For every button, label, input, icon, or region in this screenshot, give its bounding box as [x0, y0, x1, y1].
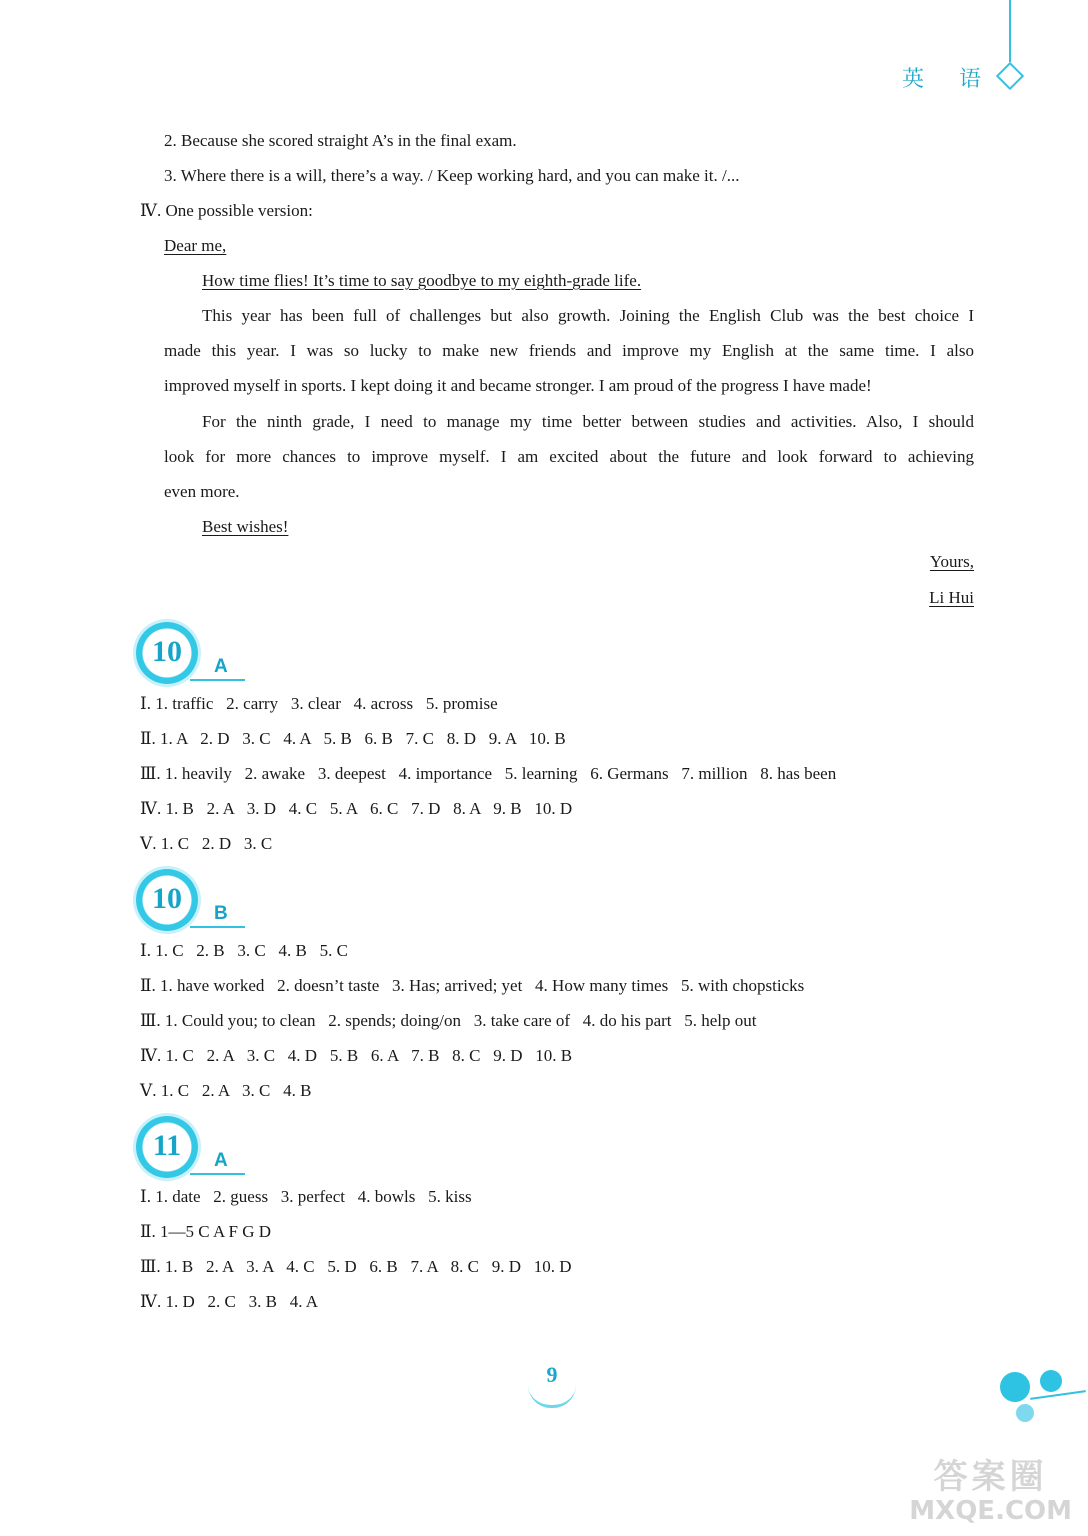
unit-number: 10: [152, 635, 182, 668]
watermark-logo: 答案圈: [933, 1457, 1048, 1497]
decor-dot-icon: [1040, 1370, 1062, 1392]
watermark-url: MXQE.COM: [909, 1496, 1072, 1526]
header-rule: [1009, 0, 1011, 62]
letter-text: made this year. I was so lucky to make new friends and improve my English at the same time. I also: [164, 341, 974, 360]
answer-line: Ⅱ. 1. have worked 2. doesn’t taste 3. Has; arrived; yet 4. How many times 5. with chopsticks: [140, 976, 805, 995]
unit-rule: [190, 1173, 245, 1175]
answer-line: Ⅲ. 1. B 2. A 3. A 4. C 5. D 6. B 7. A 8. C 9. D 10. D: [140, 1257, 572, 1276]
unit-badge: [136, 622, 198, 684]
subject-title: 英 语: [902, 67, 995, 92]
answer-line: Ⅲ. 1. Could you; to clean 2. spends; doing/on 3. take care of 4. do his part 5. help out: [140, 1011, 757, 1030]
answer-line: Ⅳ. One possible version:: [140, 201, 313, 220]
answer-line: Ⅰ. 1. C 2. B 3. C 4. B 5. C: [140, 941, 348, 960]
unit-number: 10: [152, 882, 182, 915]
answer-line: Ⅰ. 1. traffic 2. carry 3. clear 4. across 5. promise: [140, 694, 498, 713]
letter-text: even more.: [164, 482, 240, 501]
letter-signature: Li Hui: [929, 588, 974, 607]
answer-line: 3. Where there is a will, there’s a way. / Keep working hard, and you can make it. /...: [164, 166, 740, 185]
letter-text: For the ninth grade, I need to manage my time better between studies and activities. Also, I should: [202, 412, 974, 431]
answer-line: 2. Because she scored straight A’s in the final exam.: [164, 131, 517, 150]
letter-greeting: Dear me,: [164, 236, 227, 255]
answer-line: Ⅲ. 1. heavily 2. awake 3. deepest 4. importance 5. learning 6. Germans 7. million 8. has been: [140, 764, 837, 783]
page-number: 9: [546, 1362, 558, 1387]
answer-line: Ⅳ. 1. D 2. C 3. B 4. A: [140, 1292, 319, 1311]
answer-line: Ⅴ. 1. C 2. D 3. C: [140, 834, 273, 853]
decor-dot-icon: [1000, 1372, 1030, 1402]
answer-line: Ⅱ. 1. A 2. D 3. C 4. A 5. B 6. B 7. C 8. D 9. A 10. B: [140, 729, 566, 748]
answer-line: Ⅴ. 1. C 2. A 3. C 4. B: [140, 1081, 312, 1100]
unit-part-label: A: [214, 1150, 228, 1171]
letter-text: improved myself in sports. I kept doing it and became stronger. I am proud of the progress I have made!: [164, 376, 872, 395]
letter-opening: How time flies! It’s time to say goodbye to my eighth-grade life.: [202, 271, 642, 290]
unit-badge: [136, 1116, 198, 1178]
letter-text: look for more chances to improve myself. I am excited about the future and look forward to achieving: [164, 447, 974, 466]
unit-number: 11: [152, 1129, 182, 1162]
unit-badge: [136, 869, 198, 931]
letter-text: This year has been full of challenges but also growth. Joining the English Club was the best choice I: [202, 306, 974, 325]
unit-rule: [190, 926, 245, 928]
unit-part-label: B: [214, 903, 228, 924]
watermark: [909, 1458, 1072, 1526]
decor-dot-icon: [1016, 1404, 1034, 1422]
diamond-icon: [996, 62, 1024, 90]
answer-line: Ⅰ. 1. date 2. guess 3. perfect 4. bowls 5. kiss: [140, 1187, 472, 1206]
answer-line: Ⅱ. 1—5 C A F G D: [140, 1222, 272, 1241]
decor-line: [1030, 1390, 1086, 1400]
unit-part-label: A: [214, 656, 228, 677]
answer-line: Ⅳ. 1. B 2. A 3. D 4. C 5. A 6. C 7. D 8. A 9. B 10. D: [140, 799, 573, 818]
letter-closing: Best wishes!: [202, 517, 289, 536]
letter-yours: Yours,: [929, 552, 974, 571]
unit-rule: [190, 679, 245, 681]
page-number-decoration: [528, 1385, 576, 1408]
answer-line: Ⅳ. 1. C 2. A 3. C 4. D 5. B 6. A 7. B 8. C 9. D 10. B: [140, 1046, 573, 1065]
